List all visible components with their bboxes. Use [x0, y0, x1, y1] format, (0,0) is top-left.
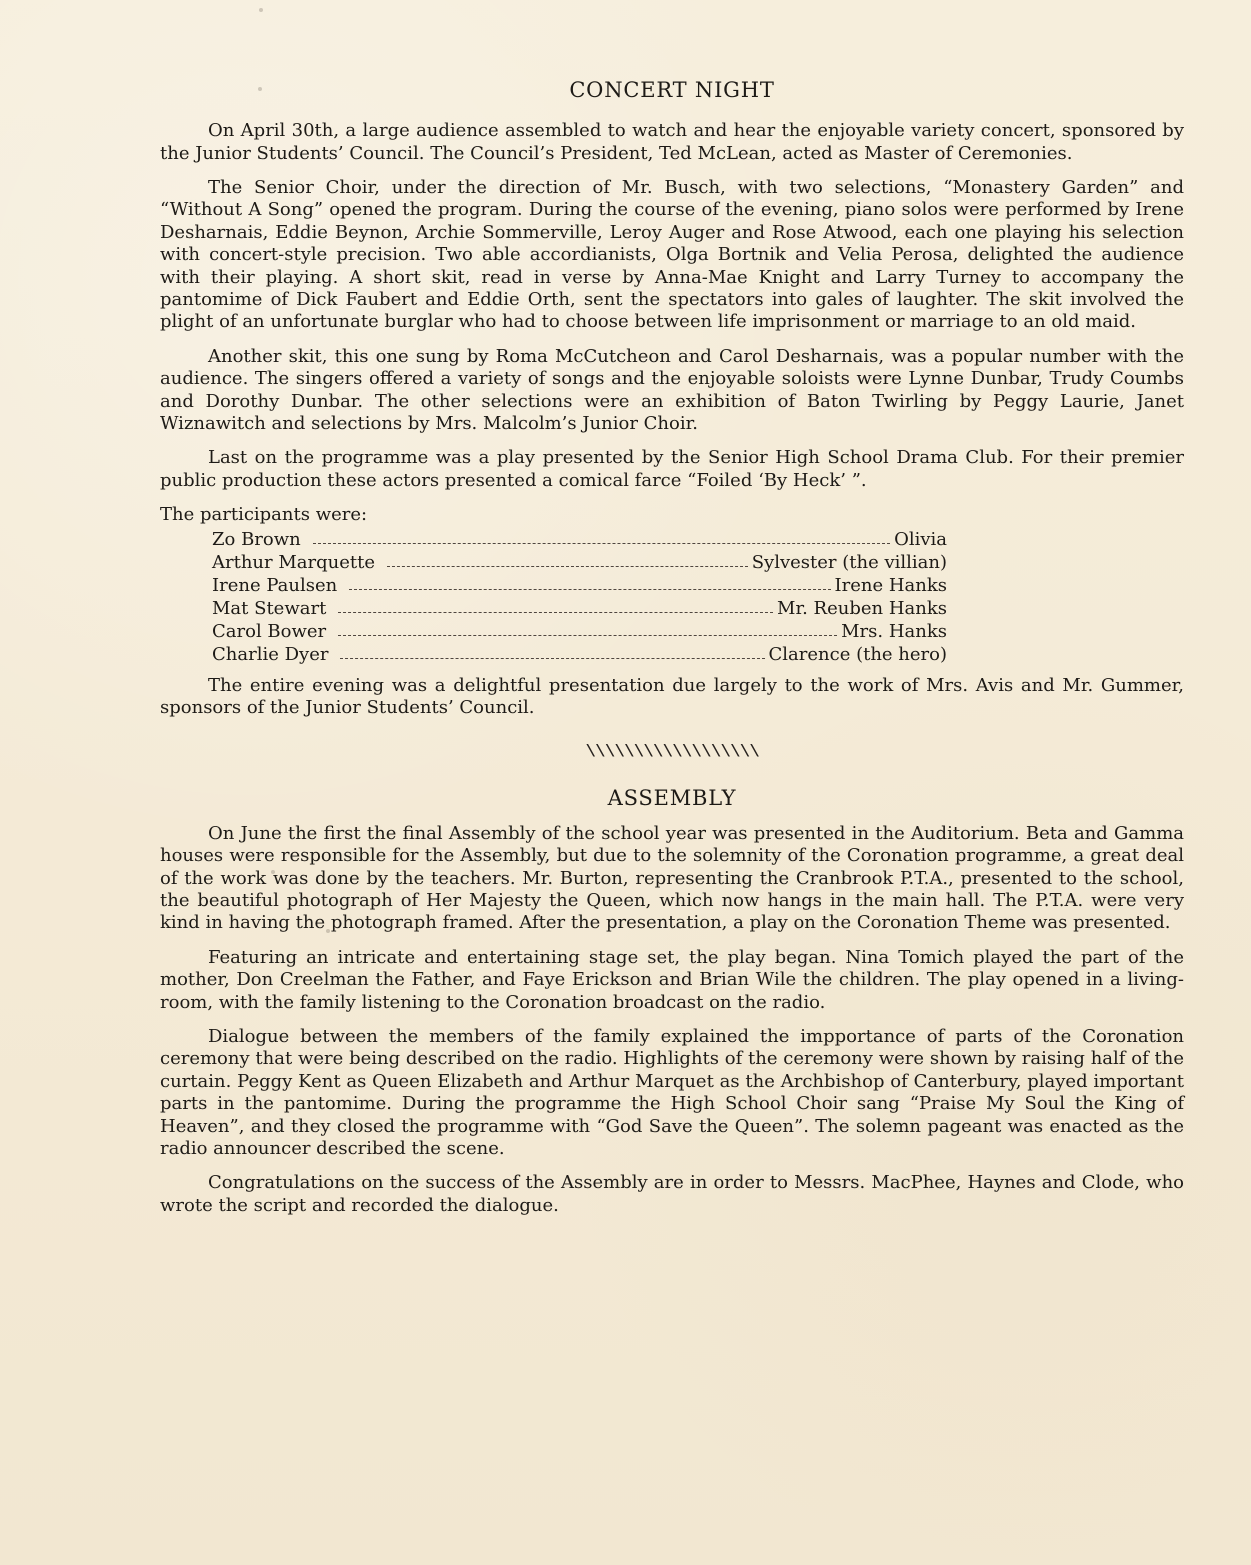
assembly-paragraph: Congratulations on the success of the Assembly are in order to Messrs. MacPhee, Haynes and Clode, who wrote the script and recorded the dialogue. [160, 1172, 1184, 1216]
dotted-leader [349, 589, 830, 590]
paper-speck [259, 8, 263, 12]
concert-closing-paragraph: The entire evening was a delightful presentation due largely to the work of Mrs. Avis and Mr. Gummer, sponsors of the Junior Students’ Council. [160, 674, 1184, 719]
decorative-divider: \\\\\\\\\\\\\\\\\\ [585, 740, 759, 759]
participant-name: Arthur Marquette [212, 551, 376, 573]
section-divider-wrap [160, 740, 1184, 759]
participant-row [212, 644, 947, 667]
dotted-leader [338, 612, 773, 613]
participant-name: Charlie Dyer [212, 643, 329, 665]
participant-name: Irene Paulsen [212, 574, 338, 596]
dotted-leader [340, 658, 764, 659]
participant-role: Clarence (the hero) [768, 643, 947, 665]
participant-name: Mat Stewart [212, 597, 327, 619]
participant-role: Olivia [894, 528, 947, 550]
participants-intro: The participants were: [160, 504, 368, 526]
participant-row [212, 575, 947, 598]
dotted-leader [338, 635, 837, 636]
assembly-paragraph: Featuring an intricate and entertaining stage set, the play began. Nina Tomich played the part of the mother, Don Creelman the Father, and Faye Erickson and Brian Wile the children. The play opened in a living-room, with the family listening to the Coronation broadcast on the radio. [160, 946, 1184, 1013]
document-content [160, 78, 1184, 1229]
concert-paragraph: On April 30th, a large audience assembled to watch and hear the enjoyable variety concert, sponsored by the Junior Students’ Council. The Council’s President, Ted McLean, acted as Master of Ceremonies. [160, 120, 1184, 164]
concert-paragraph: The Senior Choir, under the direction of Mr. Busch, with two selections, “Monastery Garden” and “Without A Song” opened the program. During the course of the evening, piano solos were performed by Irene Desharnais, Eddie Beynon, Archie Sommerville, Leroy Auger and Rose Atwood, each one playing his selection with concert-style precision. Two able accordianists, Olga Bortnik and Velia Perosa, delighted the audience with their playing. A short skit, read in verse by Anna-Mae Knight and Larry Turney to accompany the pantomime of Dick Faubert and Eddie Orth, sent the spectators into gales of laughter. The skit involved the plight of an unfortunate burglar who had to choose between life imprisonment or marriage to an old maid. [160, 177, 1184, 333]
participant-role: Mr. Reuben Hanks [777, 597, 947, 619]
participants-list [212, 529, 947, 667]
concert-paragraph: Last on the programme was a play presented by the Senior High School Drama Club. For their premier public production these actors presented a comical farce “Foiled ‘By Heck’ ”. [160, 447, 1184, 491]
participant-role: Sylvester (the villian) [751, 551, 947, 573]
participant-row [212, 529, 947, 552]
participant-role: Irene Hanks [834, 574, 947, 596]
assembly-title: ASSEMBLY [607, 785, 737, 810]
participant-row [212, 598, 947, 621]
assembly-paragraph: Dialogue between the members of the family explained the impportance of parts of the Coronation ceremony that were being described on the radio. Highlights of the ceremony were shown by raising half of the curtain. Peggy Kent as Queen Elizabeth and Arthur Marquet as the Archbishop of Canterbury, played important parts in the pantomime. During the programme the High School Choir sang “Praise My Soul the King of Heaven”, and they closed the programme with “God Save the Queen”. The solemn pageant was enacted as the radio announcer described the scene. [160, 1025, 1184, 1159]
concert-night-title: CONCERT NIGHT [569, 78, 775, 102]
participant-name: Carol Bower [212, 620, 327, 642]
dotted-leader [313, 543, 890, 544]
participant-row [212, 621, 947, 644]
participant-row [212, 552, 947, 575]
concert-paragraph: Another skit, this one sung by Roma McCutcheon and Carol Desharnais, was a popular number with the audience. The singers offered a variety of songs and the enjoyable soloists were Lynne Dunbar, Trudy Coumbs and Dorothy Dunbar. The other selections were an exhibition of Baton Twirling by Peggy Laurie, Janet Wiznawitch and selections by Mrs. Malcolm’s Junior Choir. [160, 345, 1184, 435]
dotted-leader [387, 566, 748, 567]
participant-name: Zo Brown [212, 528, 301, 550]
assembly-paragraph: On June the first the final Assembly of the school year was presented in the Auditorium. Beta and Gamma houses were responsible for the Assembly, but due to the solemnity of the Coronation programme, a great deal of the work was done by the teachers. Mr. Burton, representing the Cranbrook P.T.A., presented to the school, the beautiful photograph of Her Majesty the Queen, which now hangs in the main hall. The P.T.A. were very kind in having the photograph framed. After the presentation, a play on the Coronation Theme was presented. [160, 822, 1184, 934]
participant-role: Mrs. Hanks [841, 620, 947, 642]
